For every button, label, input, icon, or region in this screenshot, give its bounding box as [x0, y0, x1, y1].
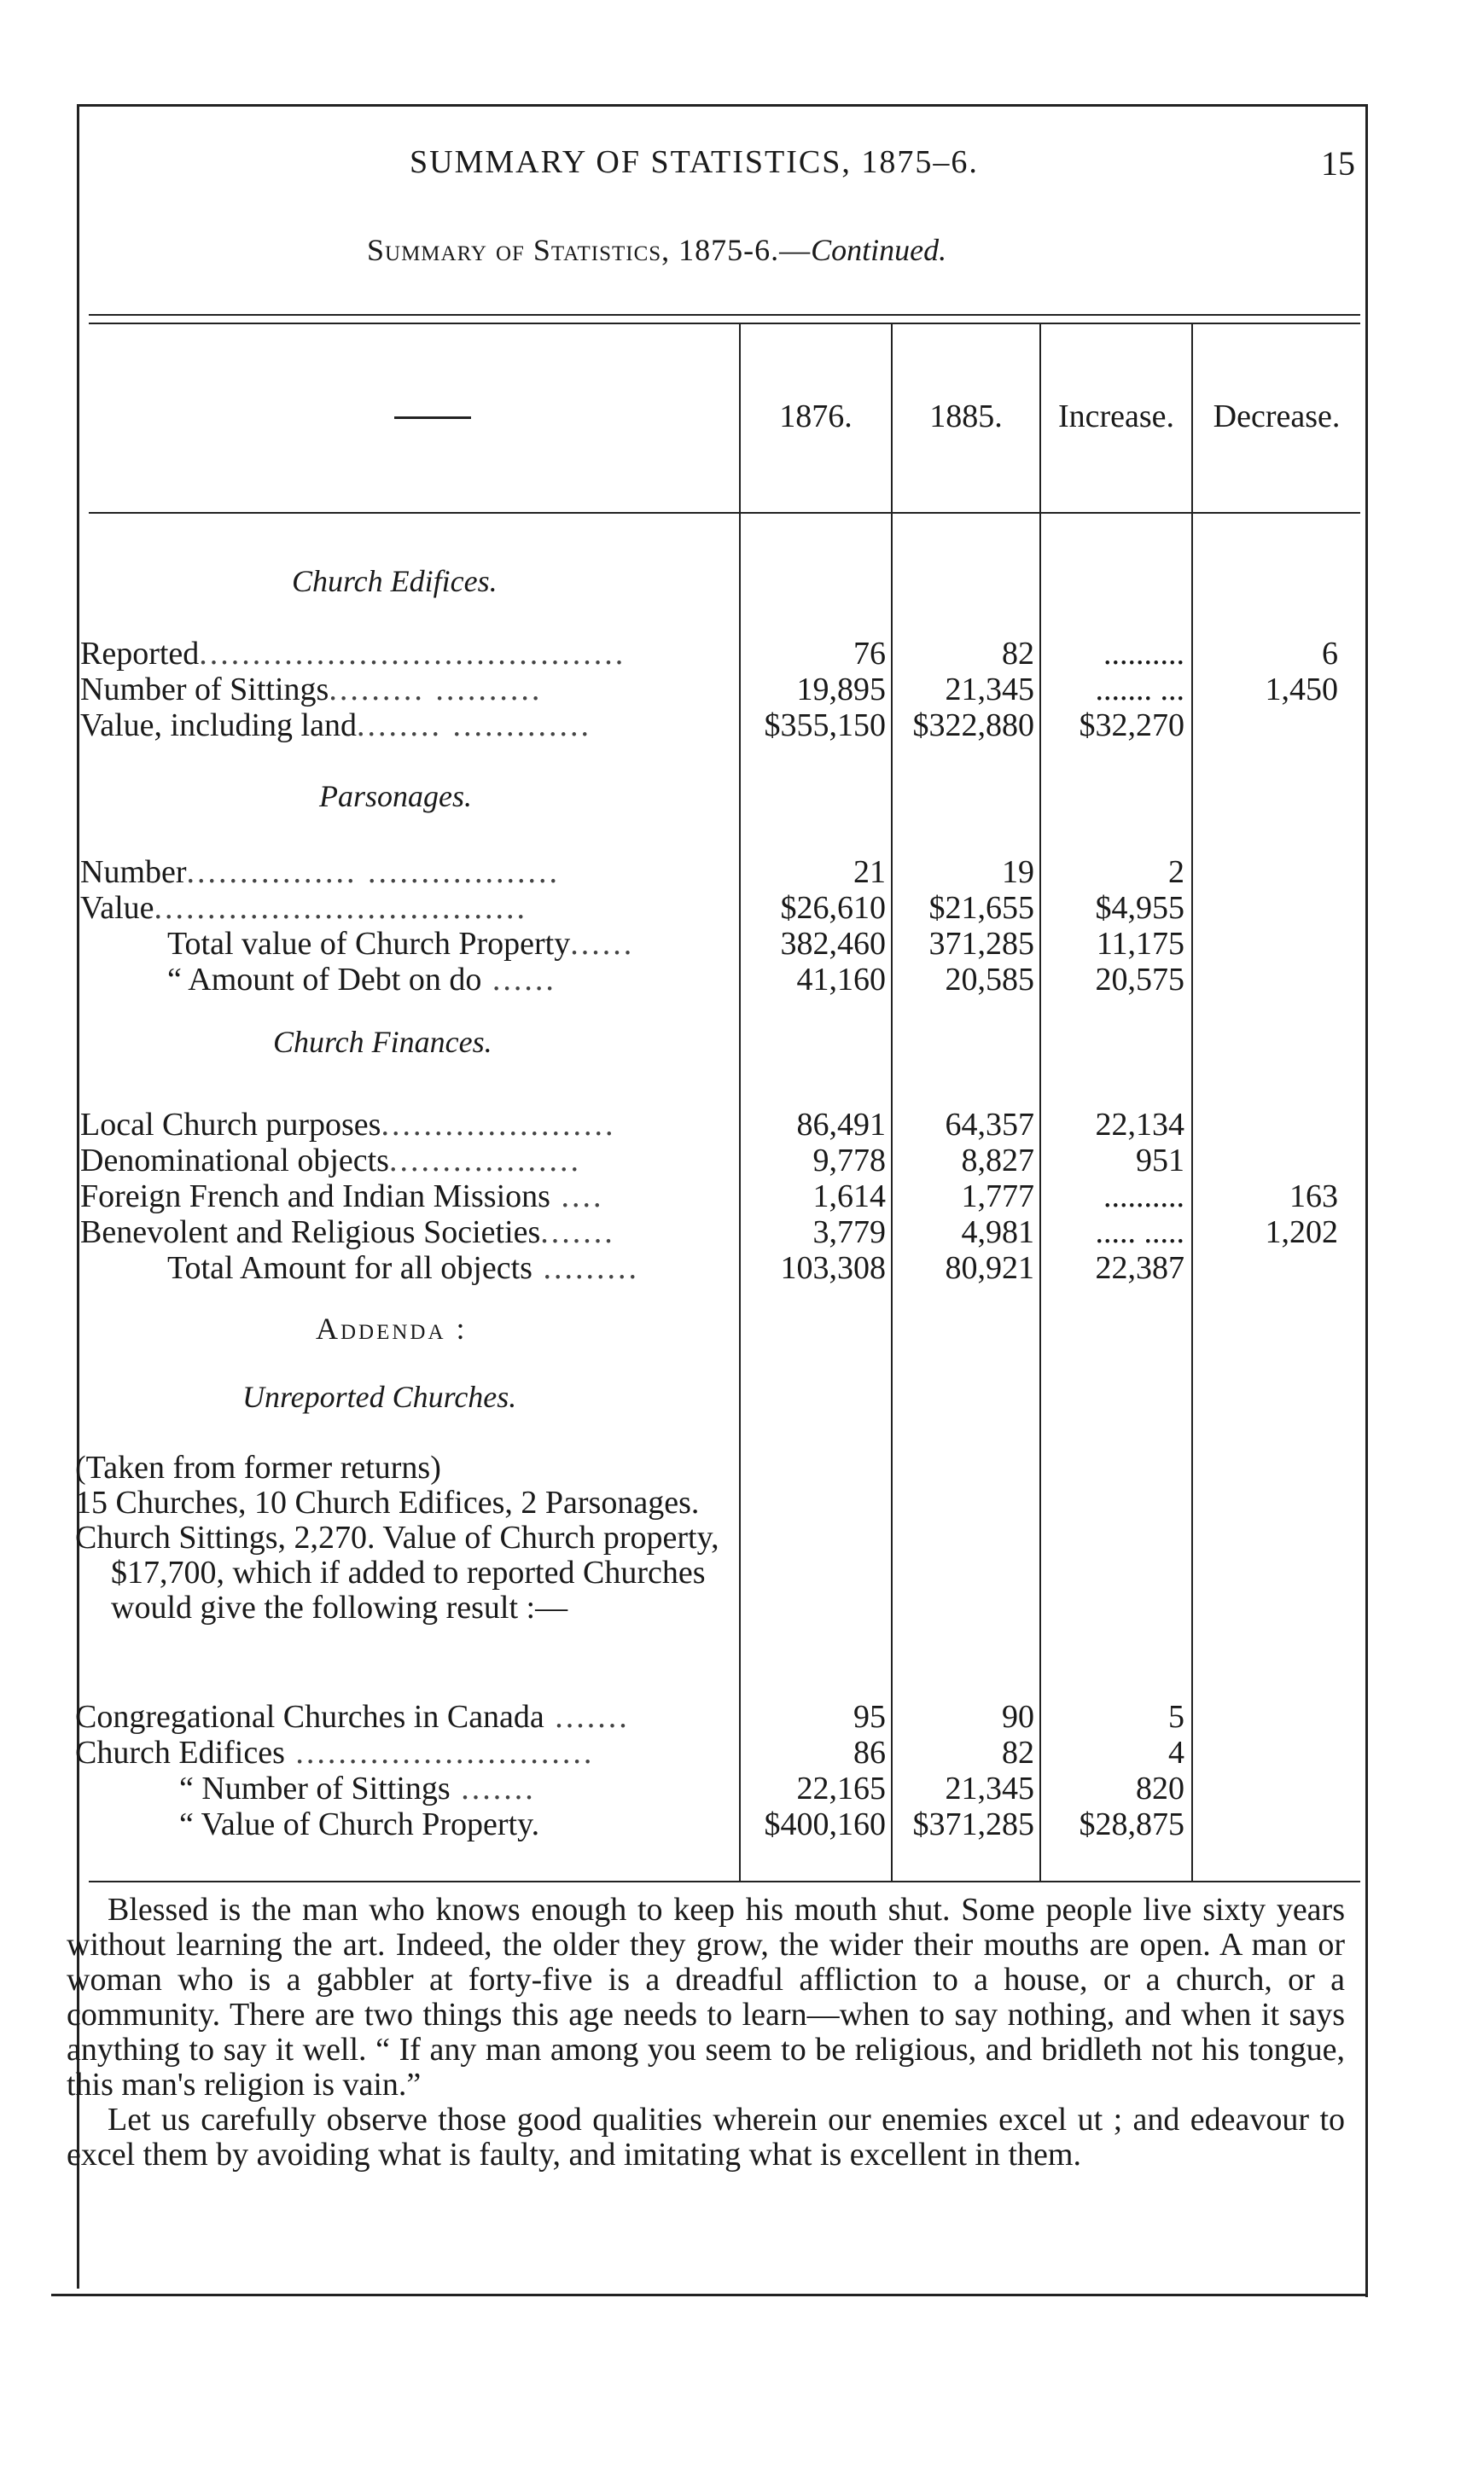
- page-border-top: [77, 104, 1367, 107]
- cell-increase: 2: [1168, 854, 1184, 890]
- table-row: [0, 1178, 1484, 1215]
- table-subtitle: [367, 232, 946, 268]
- cell-increase: 11,175: [1096, 926, 1184, 962]
- row-label: Value...................................: [80, 890, 528, 926]
- addenda-notes: [75, 1451, 732, 1626]
- cell-1885: 371,285: [928, 926, 1034, 962]
- cell-1885: 90: [1002, 1699, 1034, 1735]
- cell-1876: 41,160: [796, 962, 886, 998]
- section-church-finances: Church Finances.: [273, 1025, 492, 1059]
- row-label: Denominational objects..................: [80, 1143, 581, 1178]
- page-border-bottom: [51, 2294, 1367, 2296]
- cell-1876: 1,614: [812, 1178, 886, 1214]
- footer-prose: [67, 1893, 1345, 2173]
- addenda-churches: 15 Churches, 10 Church Edifices, 2 Parsonages.: [75, 1485, 700, 1521]
- table-row: [0, 961, 1484, 998]
- row-label: Local Church purposes......................: [80, 1107, 616, 1143]
- footer-paragraph-2: Let us carefully observe those good qualities wherein our enemies excel ut ; and edeavour to excel them by avoiding what is faulty, and imitating what is excellent in them.: [67, 2102, 1345, 2173]
- row-label: Reported........................................: [80, 636, 626, 672]
- row-label: Number................ ..................: [80, 854, 561, 890]
- header-bottom-rule: [89, 512, 1360, 514]
- cell-increase: 22,387: [1095, 1250, 1184, 1286]
- cell-1885: 20,585: [945, 962, 1034, 998]
- section-church-edifices: Church Edifices.: [292, 564, 498, 598]
- page-number: 15: [1321, 144, 1355, 183]
- cell-1876: 95: [853, 1699, 886, 1735]
- column-divider-2: [891, 323, 893, 1881]
- cell-1876: 9,778: [812, 1143, 886, 1178]
- section-unreported-churches: Unreported Churches.: [242, 1380, 517, 1414]
- cell-increase: $28,875: [1079, 1806, 1184, 1842]
- row-label: “ Number of Sittings .......: [179, 1771, 536, 1806]
- addenda-taken-from: (Taken from former returns): [75, 1450, 441, 1486]
- section-parsonages: Parsonages.: [319, 779, 472, 813]
- cell-increase: 820: [1136, 1771, 1184, 1806]
- cell-increase: 20,575: [1095, 962, 1184, 998]
- cell-1885: 64,357: [945, 1107, 1034, 1143]
- row-label: Total value of Church Property......: [167, 926, 635, 962]
- column-divider-1: [739, 323, 741, 1881]
- cell-1885: 1,777: [961, 1178, 1034, 1214]
- cell-increase: 4: [1168, 1735, 1184, 1771]
- row-label: Total Amount for all objects .........: [167, 1250, 639, 1286]
- header-1885: 1885.: [929, 399, 1003, 434]
- cell-1885: 19: [1002, 854, 1034, 890]
- cell-1876: 382,460: [780, 926, 886, 962]
- subtitle-continued: Continued.: [811, 233, 947, 267]
- row-label: Foreign French and Indian Missions ....: [80, 1178, 604, 1214]
- cell-1876: 86: [853, 1735, 886, 1771]
- cell-1876: 3,779: [812, 1214, 886, 1250]
- cell-increase: 22,134: [1095, 1107, 1184, 1143]
- header-1876: 1876.: [779, 399, 853, 434]
- table-row: [0, 1698, 1484, 1736]
- cell-increase: 5: [1168, 1699, 1184, 1735]
- cell-1885: 82: [1002, 636, 1034, 672]
- column-divider-3: [1039, 323, 1041, 1881]
- cell-decrease: 6: [1322, 636, 1338, 672]
- cell-1876: 86,491: [796, 1107, 886, 1143]
- table-row: [0, 671, 1484, 708]
- cell-increase: ..... .....: [1095, 1214, 1184, 1250]
- cell-1876: 76: [853, 636, 886, 672]
- cell-increase: 951: [1136, 1143, 1184, 1178]
- table-row: [0, 1770, 1484, 1807]
- cell-1885: $371,285: [912, 1806, 1034, 1842]
- cell-increase: $32,270: [1079, 707, 1184, 743]
- row-label: Number of Sittings......... ..........: [80, 672, 543, 707]
- cell-1876: 22,165: [796, 1771, 886, 1806]
- cell-increase: ..........: [1103, 1178, 1184, 1214]
- cell-1876: $400,160: [764, 1806, 886, 1842]
- row-label: “ Value of Church Property.: [179, 1806, 540, 1842]
- table-row: [0, 635, 1484, 672]
- cell-1885: $322,880: [912, 707, 1034, 743]
- header-label-dash: [394, 416, 471, 419]
- cell-1885: 21,345: [945, 1771, 1034, 1806]
- cell-1876: $355,150: [764, 707, 886, 743]
- cell-1885: 8,827: [961, 1143, 1034, 1178]
- footer-paragraph-1: Blessed is the man who knows enough to keep his mouth shut. Some people live sixty years without learning the art. Indeed, the older they grow, the wider their mouths are open. A man or woman who is a gabbler at forty-five is a dreadful affliction to a house, or a church, or a community. There are two things this age needs to learn—when to say nothing, and when it says anything to say it well. “ If any man among you seem to be religious, and bridleth not his tongue, this man's religion is vain.”: [67, 1892, 1345, 2103]
- cell-decrease: 1,202: [1265, 1214, 1338, 1250]
- cell-1885: 21,345: [945, 672, 1034, 707]
- running-head: SUMMARY OF STATISTICS, 1875–6.: [410, 144, 979, 180]
- table-row: [0, 1249, 1484, 1287]
- cell-1876: $26,610: [780, 890, 886, 926]
- row-label: Value, including land........ .............: [80, 707, 591, 743]
- table-row: [0, 889, 1484, 927]
- section-addenda: Addenda :: [316, 1312, 468, 1346]
- row-label: Benevolent and Religious Societies.......: [80, 1214, 615, 1250]
- table-row: [0, 853, 1484, 891]
- table-row: [0, 1142, 1484, 1179]
- table-row: [0, 1806, 1484, 1843]
- cell-1885: 82: [1002, 1735, 1034, 1771]
- table-row: [0, 1213, 1484, 1251]
- cell-1885: $21,655: [928, 890, 1034, 926]
- table-row: [0, 1106, 1484, 1143]
- row-label: Church Edifices ............................: [75, 1735, 595, 1771]
- table-row: [0, 707, 1484, 744]
- cell-increase: ....... ...: [1095, 672, 1184, 707]
- cell-1876: 21: [853, 854, 886, 890]
- cell-1876: 103,308: [780, 1250, 886, 1286]
- addenda-sittings: Church Sittings, 2,270. Value of Church property, $17,700, which if added to reported Churches would give the following result :—: [75, 1520, 719, 1626]
- subtitle-main: Summary of Statistics, 1875-6.—: [367, 233, 812, 267]
- cell-decrease: 163: [1289, 1178, 1338, 1214]
- table-row: [0, 925, 1484, 963]
- cell-1885: 4,981: [961, 1214, 1034, 1250]
- table-top-rule-2: [89, 323, 1360, 324]
- row-label: “ Amount of Debt on do ......: [167, 962, 556, 998]
- column-divider-4: [1191, 323, 1193, 1881]
- cell-increase: ..........: [1103, 636, 1184, 672]
- cell-1885: 80,921: [945, 1250, 1034, 1286]
- cell-decrease: 1,450: [1265, 672, 1338, 707]
- table-row: [0, 1734, 1484, 1772]
- cell-1876: 19,895: [796, 672, 886, 707]
- table-bottom-rule: [89, 1881, 1360, 1882]
- row-label: Congregational Churches in Canada .......: [75, 1699, 630, 1735]
- cell-increase: $4,955: [1095, 890, 1184, 926]
- header-increase: Increase.: [1057, 399, 1175, 434]
- table-top-rule-1: [89, 314, 1360, 316]
- header-decrease: Decrease.: [1213, 399, 1341, 434]
